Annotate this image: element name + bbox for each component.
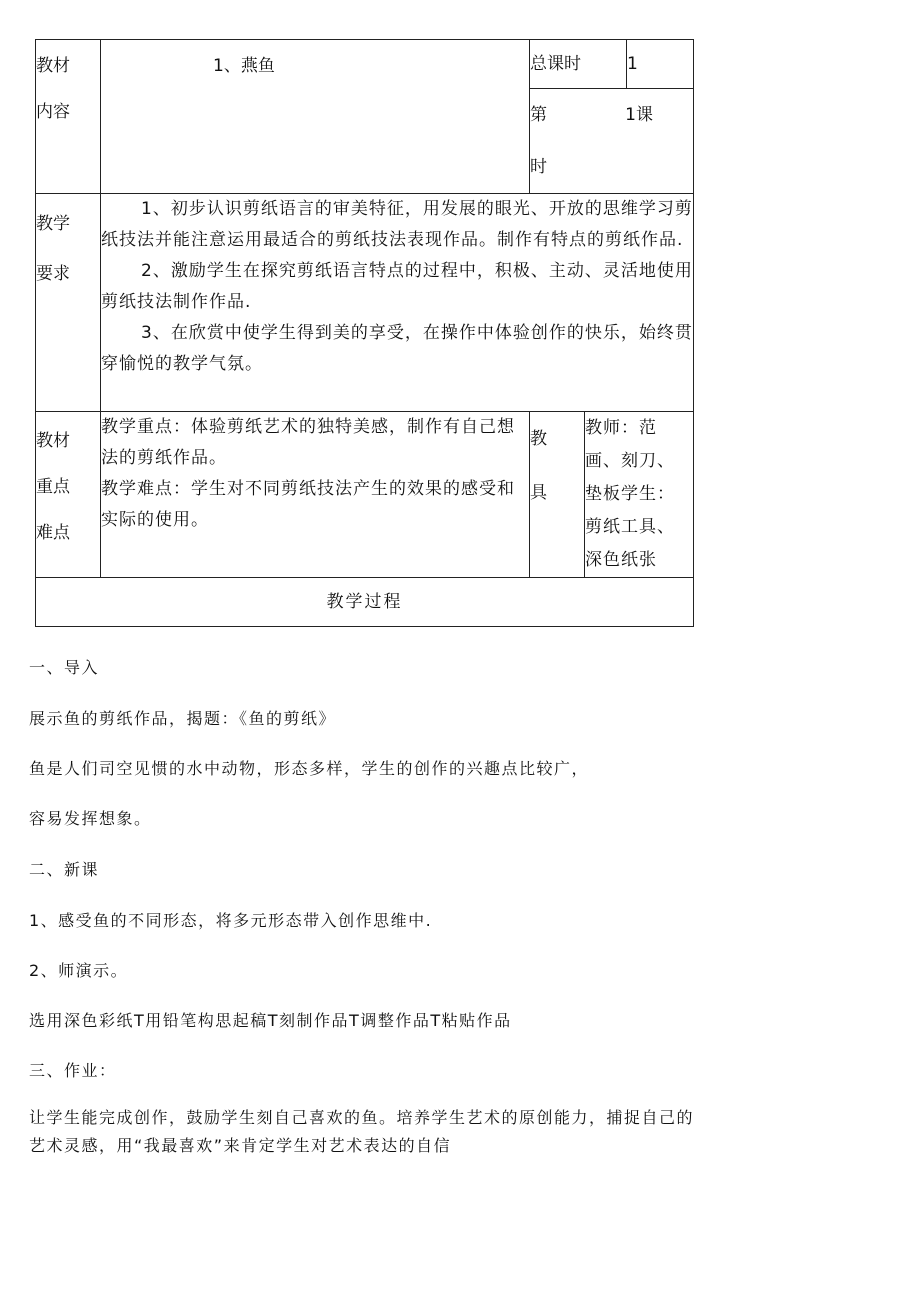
requirement-2: 2、激励学生在探究剪纸语言特点的过程中，积极、主动、灵活地使用剪纸技法制作作品.	[101, 261, 693, 312]
content-label-cell	[36, 40, 101, 194]
content-label-1: 教材	[36, 56, 70, 76]
requirement-3: 3、在欣赏中使学生得到美的享受，在操作中体验创作的快乐，始终贯穿愉悦的教学气氛。	[101, 323, 693, 374]
lesson-number-cell	[530, 89, 694, 194]
lesson-number-value: 1课	[625, 105, 653, 125]
lesson-title: 1、燕鱼	[101, 40, 530, 194]
req-label-2: 要求	[36, 264, 70, 284]
total-hours-value: 1	[627, 40, 694, 89]
key-points-text: 教学重点：体验剪纸艺术的独特美感，制作有自己想法的剪纸作品。	[101, 417, 515, 468]
req-label-1: 教学	[36, 214, 70, 234]
section-intro-title: 一、导入	[29, 658, 100, 677]
intro-line-3: 容易发挥想象。	[29, 809, 152, 828]
tools-label-cell	[530, 412, 585, 578]
intro-line-2: 鱼是人们司空见惯的水中动物，形态多样，学生的创作的兴趣点比较广，	[29, 759, 590, 778]
homework-text: 让学生能完成创作，鼓励学生刻自己喜欢的鱼。培养学生艺术的原创能力，捕捉自己的艺术灵感，用“我最喜欢”来肯定学生对艺术表达的自信	[29, 1108, 695, 1155]
requirement-1: 1、初步认识剪纸语言的审美特征，用发展的眼光、开放的思维学习剪纸技法并能注意运用最适合的剪纸技法表现作品。制作有特点的剪纸作品.	[101, 199, 693, 250]
requirements-cell	[101, 194, 694, 412]
lesson-number-suffix: 时	[530, 157, 547, 177]
tools-label-1: 教	[530, 429, 547, 449]
procedure-steps: 选用深色彩纸T用铅笔构思起稿T刻制作品T调整作品T粘贴作品	[29, 1011, 512, 1030]
tools-line: 画、刻刀、	[585, 451, 675, 471]
tools-label-2: 具	[530, 483, 547, 503]
section-new-title: 二、新课	[29, 860, 100, 879]
requirements-label-cell	[36, 194, 101, 412]
total-hours-label: 总课时	[530, 40, 627, 89]
key-points-label-cell	[36, 412, 101, 578]
key-label-1: 教材	[36, 431, 70, 451]
key-label-2: 重点	[36, 477, 70, 497]
new-lesson-1: 1、感受鱼的不同形态，将多元形态带入创作思维中.	[29, 911, 433, 930]
tools-line: 垫板学生：	[585, 484, 675, 504]
tools-cell	[585, 412, 694, 578]
lesson-plan-table	[35, 39, 694, 627]
key-points-cell	[101, 412, 530, 578]
process-title: 教学过程	[36, 578, 694, 627]
tools-line: 深色纸张	[585, 550, 657, 570]
tools-line: 教师：范	[585, 418, 657, 438]
section-homework-title: 三、作业：	[29, 1061, 117, 1080]
lesson-number-prefix: 第	[530, 105, 547, 125]
intro-line-1: 展示鱼的剪纸作品，揭题：《鱼的剪纸》	[29, 709, 337, 728]
tools-line: 剪纸工具、	[585, 517, 675, 537]
key-label-3: 难点	[36, 523, 70, 543]
content-label-2: 内容	[36, 102, 70, 122]
difficulties-text: 教学难点：学生对不同剪纸技法产生的效果的感受和实际的使用。	[101, 479, 515, 530]
new-lesson-2: 2、师演示。	[29, 961, 129, 980]
